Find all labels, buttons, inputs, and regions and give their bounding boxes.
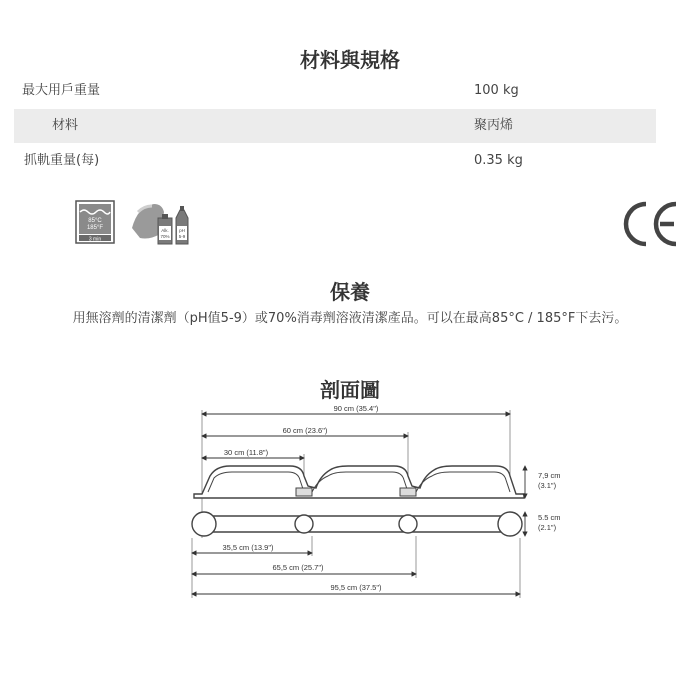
dim-label-30: 30 cm (11.8") bbox=[223, 448, 269, 457]
specs-title: 材料與規格 bbox=[300, 48, 400, 72]
spec-row-material bbox=[14, 109, 656, 143]
ce-mark-icon bbox=[622, 200, 680, 252]
chem-label-percent: 70% bbox=[160, 234, 170, 239]
chem-label-ph-range: 5-9 bbox=[178, 234, 186, 239]
wash-temp-f: 185°F bbox=[86, 225, 104, 231]
spec-label: 材料 bbox=[52, 118, 79, 133]
dim-label-height-55: 5.5 cm bbox=[538, 513, 560, 522]
spec-value: 聚丙烯 bbox=[474, 118, 514, 133]
chem-label-ph: pH bbox=[179, 228, 185, 233]
care-title: 保養 bbox=[330, 280, 370, 304]
spec-value: 100 kg bbox=[474, 83, 519, 98]
spec-label: 最大用戶重量 bbox=[22, 83, 101, 98]
wash-duration: 3 min bbox=[88, 236, 102, 243]
dim-label-955: 95,5 cm (37.5") bbox=[330, 583, 382, 592]
dim-label-height-55-in: (2.1") bbox=[538, 523, 557, 532]
hot-wash-icon bbox=[75, 200, 115, 248]
rail-side-view bbox=[192, 512, 522, 536]
dim-label-655: 65,5 cm (25.7") bbox=[272, 563, 324, 572]
spec-row-max-weight bbox=[14, 74, 656, 108]
dim-label-height-79: 7,9 cm bbox=[538, 471, 560, 480]
rail-top-view bbox=[194, 466, 524, 498]
dim-label-355: 35,5 cm (13.9") bbox=[222, 543, 274, 552]
dim-label-60: 60 cm (23.6") bbox=[282, 426, 328, 435]
dim-label-height-79-in: (3.1") bbox=[538, 481, 557, 490]
spec-value: 0.35 kg bbox=[474, 153, 523, 168]
care-instructions: 用無溶劑的清潔劑（pH值5-9）或70%消毒劑溶液清潔產品。可以在最高85°C / 185°F下去污。 bbox=[72, 311, 628, 326]
wash-temp-c: 85°C bbox=[88, 218, 102, 224]
spec-row-rail-weight bbox=[14, 144, 656, 178]
cross-section-diagram bbox=[180, 398, 560, 612]
section-title: 剖面圖 bbox=[320, 378, 380, 402]
spec-label: 抓軌重量(每) bbox=[24, 153, 100, 168]
dim-label-90: 90 cm (35.4") bbox=[333, 404, 379, 413]
chemical-resistance-icon bbox=[128, 198, 194, 250]
chem-label-alk: Alk. bbox=[161, 228, 169, 233]
